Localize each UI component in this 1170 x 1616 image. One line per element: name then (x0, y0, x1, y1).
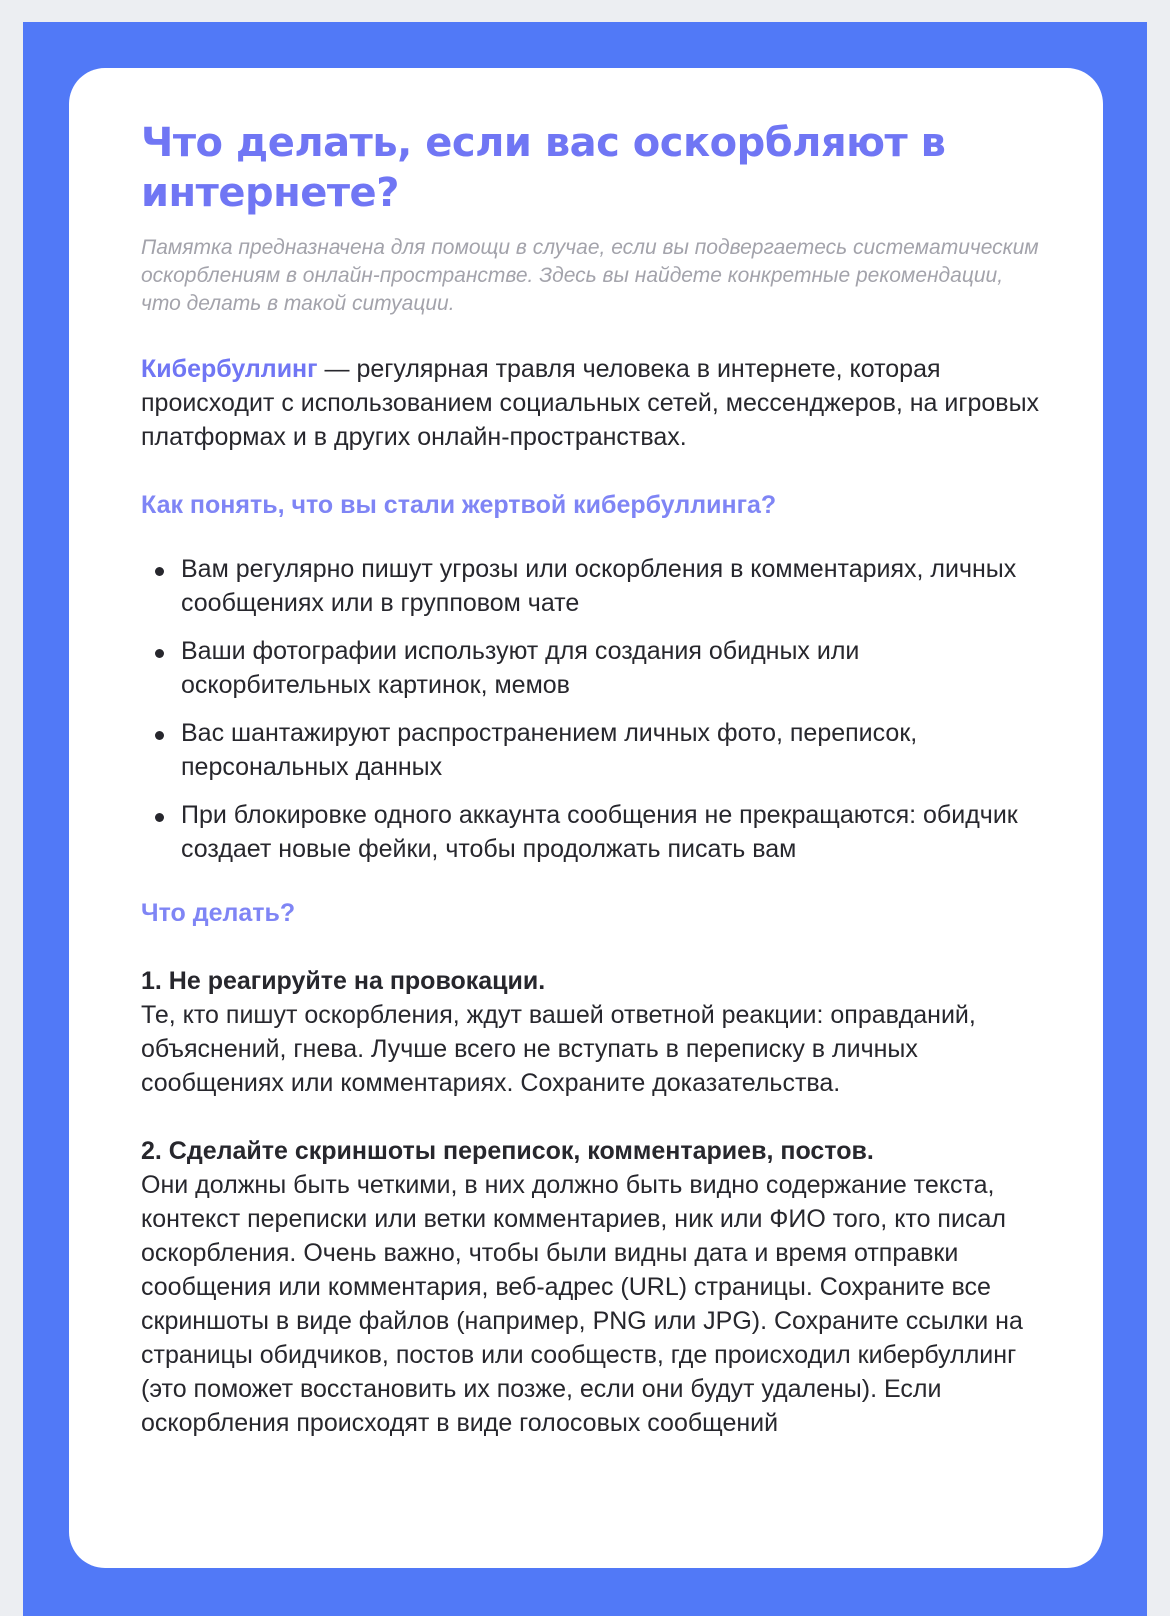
sign-text: Вам регулярно пишут угрозы или оскорбления в комментариях, личных сообщениях или в групповом чате (181, 555, 1017, 617)
signs-list (141, 552, 1041, 866)
memo-card (69, 68, 1103, 1568)
step-1 (141, 964, 1041, 1100)
list-item (141, 634, 1041, 702)
list-item (141, 552, 1041, 620)
definition-text: — регулярная травля человека в интернете, которая происходит с использованием социальных сетей, мессенджеров, на игровых платформах и в других онлайн-пространствах. (141, 355, 1040, 451)
step-title: 1. Не реагируйте на провокации. (141, 967, 546, 995)
sign-text: При блокировке одного аккаунта сообщения не прекращаются: обидчик создает новые фейки, чтобы продолжать писать вам (181, 801, 1018, 863)
bullet-icon (155, 567, 164, 576)
step-title: 2. Сделайте скриншоты переписок, комментариев, постов. (141, 1137, 874, 1165)
step-body: Те, кто пишут оскорбления, ждут вашей ответной реакции: оправданий, объяснений, гнева. Лучше всего не вступать в переписку в личных сообщениях или комментариях. Сохраните доказательства. (141, 1001, 976, 1097)
signs-heading: Как понять, что вы стали жертвой кибербуллинга? (141, 491, 777, 519)
step-2 (141, 1134, 1041, 1440)
definition-paragraph (141, 352, 1041, 454)
memo-content (141, 118, 1041, 1440)
bullet-icon (155, 649, 164, 658)
actions-heading: Что делать? (141, 899, 296, 927)
page-subtitle: Памятка предназначена для помощи в случае, если вы подвергаетесь систематическим оскорблениям в онлайн-пространстве. Здесь вы найдете конкретные рекомендации, что делать в такой ситуации. (141, 236, 1039, 315)
step-body: Они должны быть четкими, в них должно быть видно содержание текста, контекст переписки или ветки комментариев, ник или ФИО того, кто писал оскорбления. Очень важно, чтобы были видны дата и время отправки сообщения или комментария, веб-адрес (URL) страницы. Сохраните все скриншоты в виде файлов (например, PNG или JPG). Сохраните ссылки на страницы обидчиков, постов или сообществ, где происходил кибербуллинг (это поможет восстановить их позже, если они будут удалены). Если оскорбления происходят в виде голосовых сообщений (141, 1171, 1023, 1437)
sign-text: Ваши фотографии используют для создания обидных или оскорбительных картинок, мемов (181, 637, 860, 699)
page-frame (23, 22, 1147, 1616)
sign-text: Вас шантажируют распространением личных фото, переписок, персональных данных (181, 719, 918, 781)
bullet-icon (155, 813, 164, 822)
page-title: Что делать, если вас оскорбляют в интернете? (141, 120, 946, 216)
list-item (141, 798, 1041, 866)
definition-term: Кибербуллинг (141, 355, 318, 383)
list-item (141, 716, 1041, 784)
bullet-icon (155, 731, 164, 740)
